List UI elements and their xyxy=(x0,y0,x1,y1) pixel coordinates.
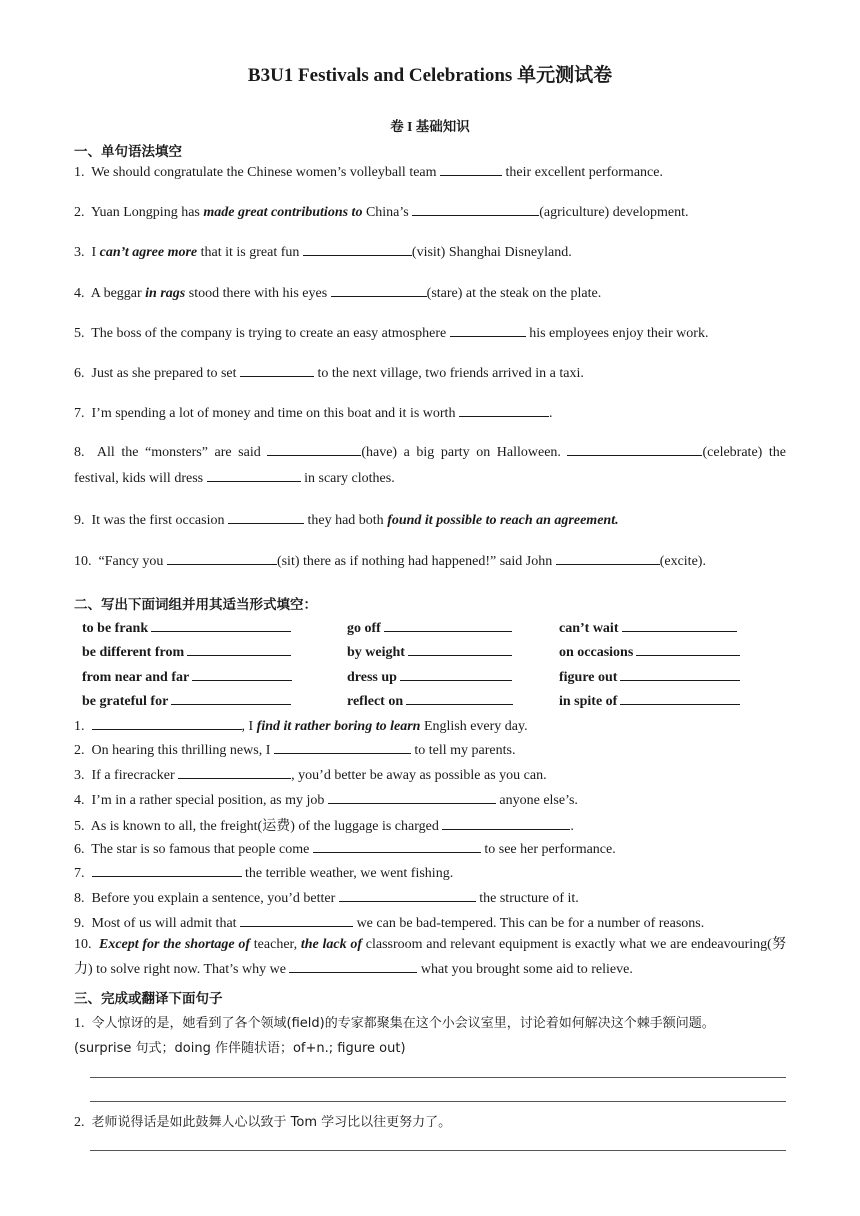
s2-item-3: 3. If a firecracker , you’d better be away as possible as you can. xyxy=(74,768,547,783)
blank[interactable] xyxy=(303,243,412,256)
blank[interactable] xyxy=(313,840,481,853)
s1-item-9: 9. It was the first occasion they had both found it possible to reach an agreement. xyxy=(74,513,619,528)
blank[interactable] xyxy=(328,791,496,804)
blank[interactable] xyxy=(556,552,660,565)
s1-item-7: 7. I’m spending a lot of money and time on this boat and it is worth . xyxy=(74,406,553,421)
s2-item-1: 1. , I find it rather boring to learn English every day. xyxy=(74,719,528,734)
s2-item-10: 10. Except for the shortage of teacher, the lack of classroom and relevant equipment is exactly what we are endeavouring(努力) to solve right now. That’s why we what you brought some aid to relieve. xyxy=(74,937,787,977)
s1-item-6: 6. Just as she prepared to set to the next village, two friends arrived in a taxi. xyxy=(74,366,584,381)
blank[interactable] xyxy=(92,864,242,877)
blank[interactable] xyxy=(331,284,427,297)
s2-item-8: 8. Before you explain a sentence, you’d better the structure of it. xyxy=(74,891,579,906)
s2-item-2: 2. On hearing this thrilling news, I to tell my parents. xyxy=(74,743,516,758)
s1-item-10: 10. “Fancy you (sit) there as if nothing had happened!” said John (excite). xyxy=(74,554,706,569)
blank[interactable] xyxy=(228,511,304,524)
blank[interactable] xyxy=(412,203,539,216)
phrase: to be frank xyxy=(82,619,291,637)
s3-item-2: 2. 老师说得话是如此鼓舞人心以致于 Tom 学习比以往更努力了。 xyxy=(74,1115,452,1130)
phrase: in spite of xyxy=(559,692,740,710)
blank[interactable] xyxy=(442,817,570,830)
s3-item-1: 1. 令人惊讶的是，她看到了各个领域(field)的专家都聚集在这个小会议室里，讨论着如何解决这个棘手额问题。 (surprise 句式；doing 作伴随状语；of+n.; figure out) xyxy=(74,1016,715,1056)
section2-heading: 二、写出下面词组并用其适当形式填空： xyxy=(74,597,317,613)
s1-item-2: 2. Yuan Longping has made great contributions to China’s (agriculture) development. xyxy=(74,205,689,220)
phrase: reflect on xyxy=(347,692,513,710)
answer-line[interactable] xyxy=(90,1100,786,1102)
phrase: be different from xyxy=(82,643,291,661)
blank[interactable] xyxy=(567,443,702,456)
blank[interactable] xyxy=(167,552,277,565)
blank[interactable] xyxy=(459,404,549,417)
blank[interactable] xyxy=(92,717,242,730)
phrase: from near and far xyxy=(82,668,292,686)
blank[interactable] xyxy=(450,324,526,337)
s1-item-1: 1. We should congratulate the Chinese women’s volleyball team their excellent performance. xyxy=(74,165,663,180)
s2-item-7: 7. the terrible weather, we went fishing. xyxy=(74,866,454,881)
phrase: by weight xyxy=(347,643,512,661)
blank[interactable] xyxy=(289,960,417,973)
s1-item-5: 5. The boss of the company is trying to create an easy atmosphere his employees enjoy their work. xyxy=(74,326,709,341)
blank[interactable] xyxy=(240,364,314,377)
s2-item-5: 5. As is known to all, the freight(运费) of the luggage is charged . xyxy=(74,819,574,834)
section1-heading: 一、单句语法填空 xyxy=(74,144,182,160)
phrase: dress up xyxy=(347,668,512,686)
answer-line[interactable] xyxy=(90,1076,786,1078)
s1-item-3: 3. I can’t agree more that it is great fun (visit) Shanghai Disneyland. xyxy=(74,245,572,260)
phrase: go off xyxy=(347,619,512,637)
section3-heading: 三、完成或翻译下面句子 xyxy=(74,991,223,1007)
blank[interactable] xyxy=(339,889,476,902)
phrase: be grateful for xyxy=(82,692,291,710)
s2-item-9: 9. Most of us will admit that we can be bad-tempered. This can be for a number of reasons. xyxy=(74,916,705,931)
blank[interactable] xyxy=(207,469,301,482)
blank[interactable] xyxy=(267,443,361,456)
blank[interactable] xyxy=(178,766,291,779)
blank[interactable] xyxy=(240,914,353,927)
s2-item-6: 6. The star is so famous that people come to see her performance. xyxy=(74,842,616,857)
phrase: can’t wait xyxy=(559,619,737,637)
s1-item-4: 4. A beggar in rags stood there with his eyes (stare) at the steak on the plate. xyxy=(74,286,602,301)
s2-item-4: 4. I’m in a rather special position, as my job anyone else’s. xyxy=(74,793,578,808)
page-subtitle: 卷 I 基础知识 xyxy=(390,119,470,134)
blank[interactable] xyxy=(274,741,411,754)
phrase: on occasions xyxy=(559,643,740,661)
blank[interactable] xyxy=(440,163,502,176)
page-title: B3U1 Festivals and Celebrations 单元测试卷 xyxy=(247,65,613,86)
answer-line[interactable] xyxy=(90,1149,786,1151)
phrase: figure out xyxy=(559,668,740,686)
s1-item-8: 8. All the “monsters” are said (have) a big party on Halloween. (celebrate) the festival, kids will dress in scary clothes. xyxy=(74,445,787,486)
